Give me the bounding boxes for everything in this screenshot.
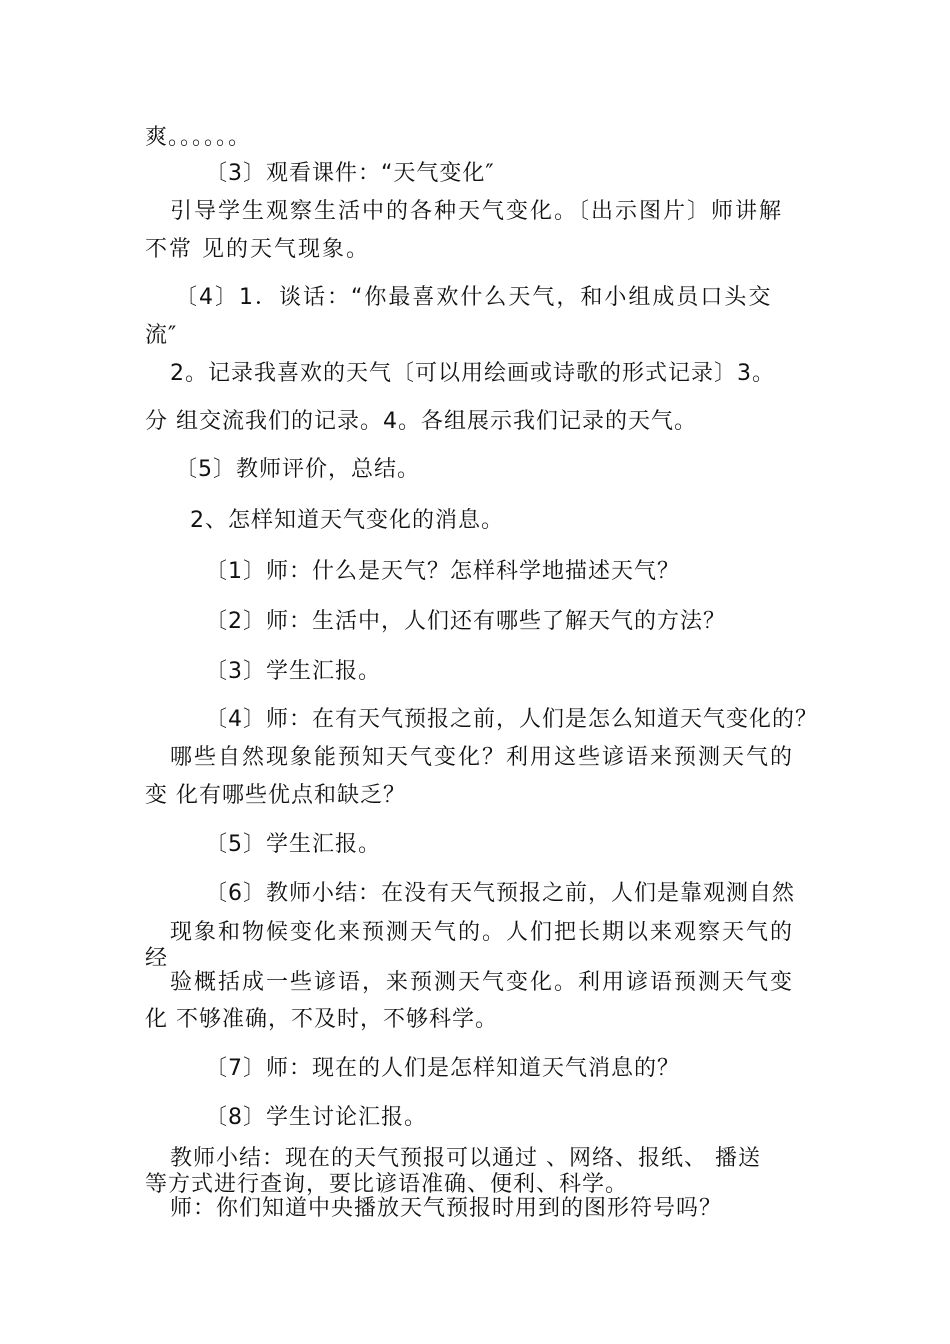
text-line-19: 现象和物候变化来预测天气的。人们把长期以来观察天气的 xyxy=(170,920,795,945)
text-line-16: 变 化有哪些优点和缺乏？ xyxy=(145,783,406,808)
text-line-10: 2、怎样知道天气变化的消息。 xyxy=(190,508,504,533)
text-line-13: 〔3〕学生汇报。 xyxy=(205,659,381,684)
text-line-21: 验概括成一些谚语，来预测天气变化。利用谚语预测天气变 xyxy=(170,970,795,995)
text-line-20: 经 xyxy=(145,946,169,971)
text-line-6: 流″ xyxy=(145,323,178,348)
text-line-15: 哪些自然现象能预知天气变化？利用这些谚语来预测天气的 xyxy=(170,745,795,770)
text-line-1: 爽。。。。。。 xyxy=(145,125,252,150)
text-line-18: 〔6〕教师小结：在没有天气预报之前，人们是靠观测自然 xyxy=(205,881,795,906)
text-line-2: 〔3〕观看课件：“天气变化″ xyxy=(205,161,495,186)
text-line-7: 2。记录我喜欢的天气〔可以用绘画或诗歌的形式记录〕3。 xyxy=(170,361,775,386)
text-line-22: 化 不够准确，不及时，不够科学。 xyxy=(145,1007,498,1032)
text-line-12: 〔2〕师：生活中，人们还有哪些了解天气的方法？ xyxy=(205,609,726,634)
text-line-24: 〔8〕学生讨论汇报。 xyxy=(205,1105,427,1130)
text-line-14: 〔4〕师：在有天气预报之前，人们是怎么知道天气变化的？ xyxy=(205,707,818,732)
text-line-11: 〔1〕师：什么是天气？怎样科学地描述天气？ xyxy=(205,559,680,584)
text-line-26: 等方式进行查询，要比谚语准确、便利、科学。 xyxy=(145,1172,629,1197)
text-line-5: 〔4〕1．谈话：“你最喜欢什么天气，和小组成员口头交 xyxy=(175,285,773,310)
text-line-9: 〔5〕教师评价，总结。 xyxy=(175,457,420,482)
text-line-23: 〔7〕师：现在的人们是怎样知道天气消息的？ xyxy=(205,1056,680,1081)
text-line-17: 〔5〕学生汇报。 xyxy=(205,832,381,857)
text-line-8: 分 组交流我们的记录。4。各组展示我们记录的天气。 xyxy=(145,409,697,434)
text-line-3: 引导学生观察生活中的各种天气变化。〔出示图片〕师讲解 xyxy=(170,199,784,224)
text-line-27: 师：你们知道中央播放天气预报时用到的图形符号吗？ xyxy=(170,1196,723,1221)
text-line-4: 不常 见的天气现象。 xyxy=(145,237,370,262)
text-line-25: 教师小结：现在的天气预报可以通过 、网络、报纸、 播送 xyxy=(170,1146,761,1171)
